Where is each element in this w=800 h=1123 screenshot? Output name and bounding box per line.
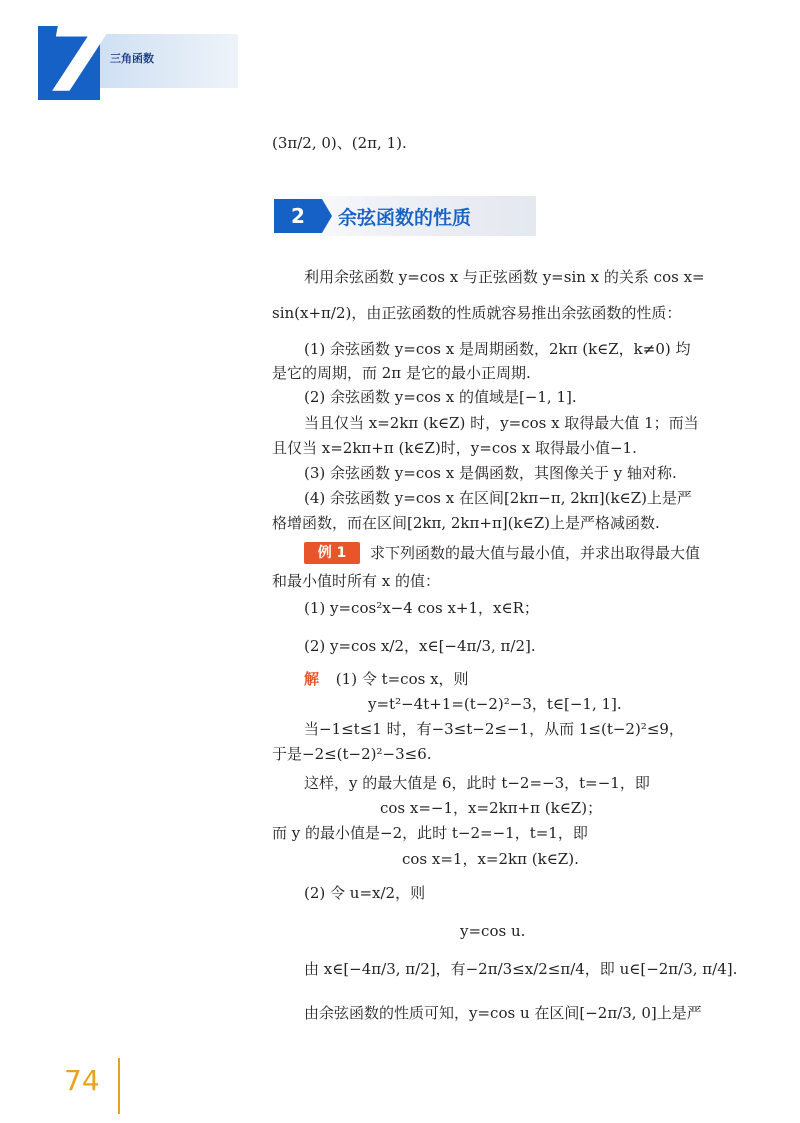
example-part-2: (2) y=cos x/2，x∈[−4π/3, π/2]. — [304, 637, 536, 655]
example-prompt-line-1: 求下列函数的最大值与最小值，并求出取得最大值 — [370, 544, 701, 562]
paragraph-intro-line-1: 利用余弦函数 y=cos x 与正弦函数 y=sin x 的关系 cos x= — [304, 268, 705, 286]
solution-part-1-intro: (1) 令 t=cos x，则 — [335, 670, 469, 688]
section-title: 余弦函数的性质 — [338, 207, 472, 229]
solution-max-equation: cos x=−1，x=2kπ+π (k∈Z)； — [380, 799, 603, 817]
solution-property-line: 由余弦函数的性质可知，y=cos u 在区间[−2π/3, 0]上是严 — [304, 1004, 702, 1022]
page-number-rule — [118, 1058, 120, 1114]
property-2: (2) 余弦函数 y=cos x 的值域是[−1, 1]. — [304, 388, 577, 406]
section-number: 2 — [274, 199, 322, 233]
extremum-line-1: 当且仅当 x=2kπ (k∈Z) 时，y=cos x 取得最大值 1；而当 — [304, 414, 699, 432]
chapter-number: 7 — [44, 6, 109, 113]
property-4-line-1: (4) 余弦函数 y=cos x 在区间[2kπ−π, 2kπ](k∈Z)上是严 — [304, 489, 692, 507]
property-1-line-2: 是它的周期，而 2π 是它的最小正周期. — [272, 364, 531, 382]
page-number: 74 — [64, 1064, 100, 1097]
chapter-title: 三角函数 — [110, 52, 154, 65]
continuation-line: (3π/2, 0)、(2π, 1). — [272, 134, 407, 152]
solution-equation-1: y=t²−4t+1=(t−2)²−3，t∈[−1, 1]. — [368, 695, 622, 713]
solution-min-equation: cos x=1，x=2kπ (k∈Z). — [402, 850, 579, 868]
example-part-1: (1) y=cos²x−4 cos x+1，x∈R； — [304, 599, 539, 617]
example-badge: 例 1 — [304, 542, 360, 564]
paragraph-intro-line-2: sin(x+π/2)，由正弦函数的性质就容易推出余弦函数的性质： — [272, 304, 682, 322]
example-prompt-line-2: 和最小值时所有 x 的值： — [272, 572, 440, 590]
solution-min-line: 而 y 的最小值是−2，此时 t−2=−1，t=1，即 — [272, 824, 588, 842]
property-1-line-1: (1) 余弦函数 y=cos x 是周期函数，2kπ (k∈Z，k≠0) 均 — [304, 340, 691, 358]
extremum-line-2: 且仅当 x=2kπ+π (k∈Z)时，y=cos x 取得最小值−1. — [272, 439, 637, 457]
solution-line-1 — [304, 668, 469, 690]
solution-bounds-line-2: 于是−2≤(t−2)²−3≤6. — [272, 745, 432, 763]
solution-part-2-intro: (2) 令 u=x/2，则 — [304, 884, 426, 902]
property-4-line-2: 格增函数，而在区间[2kπ, 2kπ+π](k∈Z)上是严格减函数. — [272, 514, 660, 532]
solution-part-2-equation: y=cos u. — [460, 922, 526, 940]
solution-label: 解 — [304, 670, 320, 688]
solution-range-line: 由 x∈[−4π/3, π/2]，有−2π/3≤x/2≤π/4，即 u∈[−2π/3, π/4]. — [304, 960, 738, 978]
property-3: (3) 余弦函数 y=cos x 是偶函数，其图像关于 y 轴对称. — [304, 464, 677, 482]
solution-bounds-line-1: 当−1≤t≤1 时，有−3≤t−2≤−1，从而 1≤(t−2)²≤9， — [304, 720, 684, 738]
section-arrow-icon — [322, 199, 332, 233]
solution-max-line: 这样，y 的最大值是 6，此时 t−2=−3，t=−1，即 — [304, 774, 650, 792]
